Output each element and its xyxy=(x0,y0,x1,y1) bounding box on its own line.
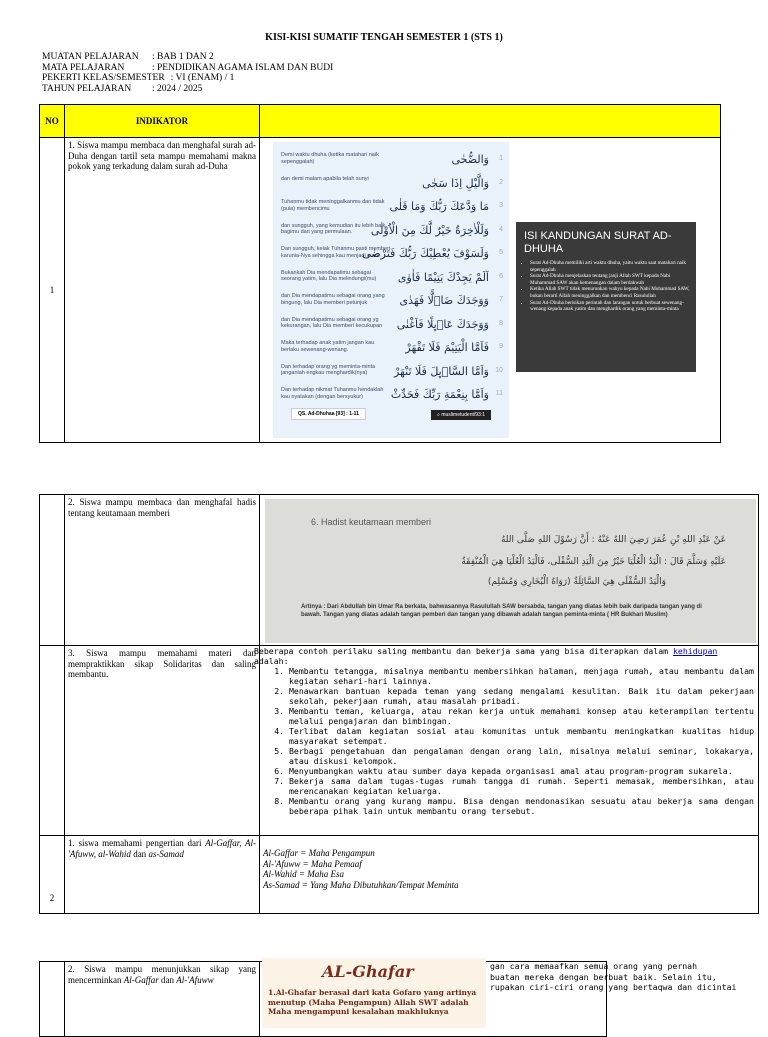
duha-arabic: مَا وَدَّعَكَ رَبُّكَ وَمَا قَلٰى xyxy=(389,200,489,213)
list-item: 8. Membantu orang yang kurang mampu. Bisa dengan mendonasikan sesuatu atau bekerja sama dengan beberapa pihak lain untuk membantu orang tersebut. xyxy=(289,796,758,816)
hadis-artinya: Artinya : Dari Abdullah bin Umar Ra berkata, bahwasannya Rasulullah SAW bersabda, tangan yang diatas lebih baik daripada tangan yang di bawah. Tangan yang diatas adalah tangan pemberi dan tangan yang dibawah adalah tangan peminta-minta ( HR Bukhari Muslim) xyxy=(301,604,702,618)
solidaritas-list xyxy=(260,666,758,816)
header-no: NO xyxy=(40,105,65,138)
isi-kandungan-box xyxy=(516,222,696,372)
document-title: KISI-KISI SUMATIF TENGAH SEMESTER 1 (STS 1) xyxy=(265,32,503,43)
header-blank xyxy=(260,105,721,138)
isi-kandungan-list xyxy=(516,260,696,313)
table-header xyxy=(40,105,721,138)
duha-verse-number: 11 xyxy=(495,390,503,397)
row-number xyxy=(40,495,65,646)
hadis-title: 6. Hadist keutamaan memberi xyxy=(311,517,432,527)
duha-verse-row xyxy=(281,246,503,268)
list-item: 6. Menyumbangkan waktu atau sumber daya kepada organisasi amal atau program-program sukarela. xyxy=(289,766,758,776)
meta-key: MATA PELAJARAN xyxy=(42,62,125,73)
duha-verse-number: 10 xyxy=(495,366,503,374)
solidaritas-intro xyxy=(254,646,758,656)
duha-verse-row xyxy=(281,387,503,409)
surah-ad-duha-image xyxy=(273,142,509,438)
list-item: 2. Menawarkan bantuan kepada teman yang sedang mengalami kesulitan. Baik itu dalam pekerjaan sekolah, pekerjaan rumah, atau masalah pribadi. xyxy=(289,686,758,706)
row-number xyxy=(40,962,65,1037)
asmaul-husna-name: as-Samad xyxy=(148,848,184,859)
asmaul-husna-meanings xyxy=(260,836,759,914)
list-item: 3. Membantu teman, keluarga, atau rekan kerja untuk memahami konsep atau keterampilan tertentu melalui pengajaran dan bimbingan. xyxy=(289,706,758,726)
indikator-text: 2. Siswa mampu membaca dan menghafal hadis tentang keutamaan memberi xyxy=(65,495,260,646)
duha-arabic: وَالَّيْلِ اِذَا سَجٰى xyxy=(422,176,489,190)
duha-translation: Dan terhadap nikmat Tuhanmu hendaklah kau nyatakan (dengan bersyukur) xyxy=(281,387,384,400)
meta-key: MUATAN PELAJARAN xyxy=(42,52,139,62)
duha-search-text: muslimetudent/93:1 xyxy=(441,412,485,418)
duha-translation: Dan sungguh, kelak Tuhanmu pasti memberi karunia-Nya sehingga kau menjadi puas. xyxy=(281,246,391,259)
list-item: 4. Terlibat dalam kegiatan sosial atau komunitas untuk membantu meningkatkan kualitas hidup masyarakat setempat. xyxy=(289,726,758,746)
row-number xyxy=(40,646,65,836)
kehidupan-link[interactable]: kehidupan xyxy=(673,646,718,656)
duha-arabic: فَاَمَّا الْيَتِيْمَ فَلَا تَقْهَرْ xyxy=(405,341,489,354)
page-1 xyxy=(0,0,768,460)
table-row xyxy=(40,836,759,914)
duha-translation: Maka terhadap anak yatim jangan kau berlaku sewenang-wenang. xyxy=(281,340,375,353)
indikator-text-part: 2. Siswa mampu menunjukkan sikap yang mencerminkan xyxy=(68,964,256,985)
meta-row xyxy=(42,73,333,84)
duha-verse-number: 8 xyxy=(499,319,503,327)
meaning-line: Al-Wahid = Maha Esa xyxy=(263,869,344,879)
list-item: 5. Berbagi pengetahuan dan pengalaman dengan orang lain, misalnya melalui seminar, lokakarya, atau diskusi kelompok. xyxy=(289,746,758,766)
duha-verse-number: 6 xyxy=(499,272,503,280)
duha-arabic: اَلَمْ يَجِدْكَ يَتِيْمًا فَاٰوٰى xyxy=(397,270,489,284)
duha-verse-number: 9 xyxy=(499,343,503,350)
duha-arabic: وَلَسَوْفَ يُعْطِيْكَ رَبُّكَ فَتَرْضٰى xyxy=(362,247,489,260)
table-row xyxy=(40,646,759,836)
cut-off-line: buatan mereka dengan berbuat baik. Selain itu, xyxy=(490,971,717,982)
duha-translation: dan demi malam apabila telah sunyi xyxy=(281,175,369,182)
row-number: 1 xyxy=(40,138,65,443)
indikator-text xyxy=(65,836,260,914)
search-icon: ⌕ xyxy=(437,412,442,418)
duha-verse-row xyxy=(281,317,503,339)
list-item: 7. Bekerja sama dalam tugas-tugas rumah tangga di rumah. Seperti memasak, membersihkan, atau merencanakan kegiatan keluarga. xyxy=(289,776,758,796)
list-item: • Surat Ad-Dhuha menjelaskan tentang janji Allah SWT kepada Nabi Muhammad SAW akan kemenangan dalam berdakwah xyxy=(530,273,690,286)
indikator-text: 3. Siswa mampu memahami materi dan mempraktikkan sikap Solidaritas dan saling membantu. xyxy=(65,646,260,836)
duha-translation: Tuhanmu tidak meninggalkanmu dan tidak (pula) membencimu xyxy=(281,199,385,212)
duha-arabic: وَلَلْاٰخِرَةُ خَيْرٌ لَّكَ مِنَ الْاُوْلٰى xyxy=(370,223,489,237)
meta-key: TAHUN PELAJARAN xyxy=(42,83,132,94)
duha-verse-row xyxy=(281,293,503,315)
al-ghafar-desc: 1.Al-Ghafar berasal dari kata Gofaro yang artinya menutup (Maha Pengampun) Allah SWT adalah Maha mengampuni kesalahan makhluknya xyxy=(268,988,477,1016)
duha-arabic: وَوَجَدَكَ ضَاۤلًّا فَهَدٰى xyxy=(399,294,489,307)
meaning-line: As-Samad = Yang Maha Dibutuhkan/Tempat Meminta xyxy=(263,879,459,890)
asmaul-husna-names: Al-Gaffar, Al-'Afuww, al-Wahid xyxy=(68,838,256,859)
duha-translation: Bukankah Dia mendapatimu sebagai seorang yatim, lalu Dia melindungi(mu) xyxy=(281,269,377,282)
meta-row xyxy=(42,63,333,74)
isi-kandungan-title: ISI KANDUNGAN SURAT AD-DHUHA xyxy=(524,230,672,255)
duha-arabic: وَاَمَّا بِنِعْمَةِ رَبِّكَ فَحَدِّثْ xyxy=(390,388,489,401)
page-2 xyxy=(0,470,768,940)
list-item: • Surat Ad-Dhuha memiliki arti waktu dhuha, yaitu waktu saat matahari naik sepenggalah xyxy=(530,260,690,273)
al-ghafar-title: AL-Ghafar xyxy=(322,962,414,981)
list-item: • Surat Ad-Dhuha berisikan perintah dan larangan untuk berbuat sewenang-wenang kepada anak yatim dan menghardik orang yang meminta-minta xyxy=(530,300,690,313)
cut-off-line: rupakan ciri-ciri orang yang bertaqwa dan dicintai xyxy=(490,982,737,992)
indikator-text-part: dan xyxy=(130,848,149,859)
indikator-text-part: 1. siswa memahami pengertian dari xyxy=(68,838,206,848)
meta-key: PEKERTI KELAS/SEMESTER xyxy=(42,73,165,83)
meta-value: : 2024 / 2025 xyxy=(152,83,203,94)
document-meta xyxy=(42,52,333,94)
meta-value: : BAB 1 DAN 2 xyxy=(152,52,214,62)
duha-translation: dan Dia mendapatimu sebagai orang yang bingung, lalu Dia memberi petunjuk xyxy=(281,293,385,306)
duha-verse-number: 7 xyxy=(499,296,503,303)
indikator-text-part: dan xyxy=(158,974,177,985)
duha-translation: Dan terhadap orang yg meminta-minta janganlah engkau menghardik(nya) xyxy=(281,363,376,376)
duha-arabic: وَوَجَدَكَ عَاۤىِٕلًا فَاَغْنٰى xyxy=(396,317,489,331)
list-item: 1. Membantu tetangga, misalnya membantu membersihkan halaman, menjaga rumah, atau membantu dalam kegiatan sehari-hari lainnya. xyxy=(289,666,758,686)
duha-verse-row xyxy=(281,199,503,221)
duha-source-label: QS. Ad-Dhuhaa [93] : 1-11 xyxy=(291,408,366,420)
duha-translation: dan Dia mendapatimu sebagai orang yg kekurangan, lalu Dia memberi kecukupan xyxy=(281,316,383,329)
indikator-text xyxy=(65,962,260,1037)
asmaul-husna-name: Al-Gaffar xyxy=(123,974,159,985)
duha-verse-row xyxy=(281,152,503,174)
duha-verse-number: 3 xyxy=(499,202,503,209)
duha-verse-number: 1 xyxy=(499,155,503,162)
cut-off-text xyxy=(490,961,737,993)
intro-text: Beberapa contoh perilaku saling membantu dan bekerja sama yang bisa diterapkan dalam xyxy=(254,646,673,656)
intro-text-2: adalah: xyxy=(254,656,289,666)
duha-verse-row xyxy=(281,176,503,198)
duha-verse-number: 2 xyxy=(499,178,503,186)
duha-verse-row xyxy=(281,270,503,292)
hadis-photo xyxy=(265,499,756,643)
duha-verse-row xyxy=(281,364,503,386)
duha-verse-number: 5 xyxy=(499,249,503,256)
meaning-line: Al-Gaffar = Maha Pengampun xyxy=(263,848,375,858)
duha-verse-number: 4 xyxy=(499,225,503,233)
hadis-arabic-line: عَلَيْهِ وَسَلَّمَ قَالَ : الْيَدُ الْعُلْيَا خَيْرٌ مِنَ الْيَدِ السُّفْلَى، فَالْيَدُ الْعُلْيَا هِيَ الْمُنْفِقَةُ xyxy=(461,557,726,567)
row-number: 2 xyxy=(40,836,65,914)
duha-verse-row xyxy=(281,223,503,245)
meta-value: : VI (ENAM) / 1 xyxy=(170,73,235,83)
cut-off-line: gan cara memaafkan semua orang yang pernah xyxy=(490,961,698,971)
meta-value: : PENDIDIKAN AGAMA ISLAM DAN BUDI xyxy=(152,62,334,73)
hadis-arabic-line: عَنْ عَبْدِ اللهِ بْنِ عُمَرَ رَضِيَ اللهُ عَنْهُ : أَنَّ رَسُوْلَ اللهِ صَلَّى اللهُ xyxy=(500,535,726,545)
hadis-arabic-line: وَالْيَدُ السُّفْلَى هِيَ السَّائِلَةُ (رَوَاهُ الْبُخَارِي وَمُسْلِم) xyxy=(487,577,666,587)
al-ghafar-image xyxy=(262,958,486,1028)
duha-arabic: وَالضُّحٰى xyxy=(451,153,489,166)
duha-translation: dan sungguh, yang kemudian itu lebih baik bagimu dari yang permulaan. xyxy=(281,222,386,235)
duha-arabic: وَاَمَّا السَّاۤىِٕلَ فَلَا تَنْهَرْ xyxy=(393,364,489,378)
meta-row xyxy=(42,84,333,95)
list-item: • Ketika Allah SWT tidak menurunkan wahyu kepada Nabi Muhammad SAW, bukan berarti Allah meninggalkan dan membenci Rasulullah xyxy=(530,286,690,299)
header-indikator: INDIKATOR xyxy=(65,105,260,138)
duha-search-label xyxy=(431,410,491,420)
duha-translation: Demi waktu dhuha (ketika matahari naik sepenggalah) xyxy=(281,152,379,165)
solidaritas-cell xyxy=(254,646,759,836)
indikator-text: 1. Siswa mampu membaca dan menghafal surah ad-Duha dengan tartil seta mampu memahami makna pokok yang terkadung dalam surah ad-Duha xyxy=(65,138,260,443)
asmaul-husna-name: Al-'Afuww xyxy=(176,974,214,985)
meta-row xyxy=(42,52,333,63)
duha-verse-row xyxy=(281,340,503,362)
meaning-line: Al-'Afuww = Maha Pemaaf xyxy=(263,858,362,869)
